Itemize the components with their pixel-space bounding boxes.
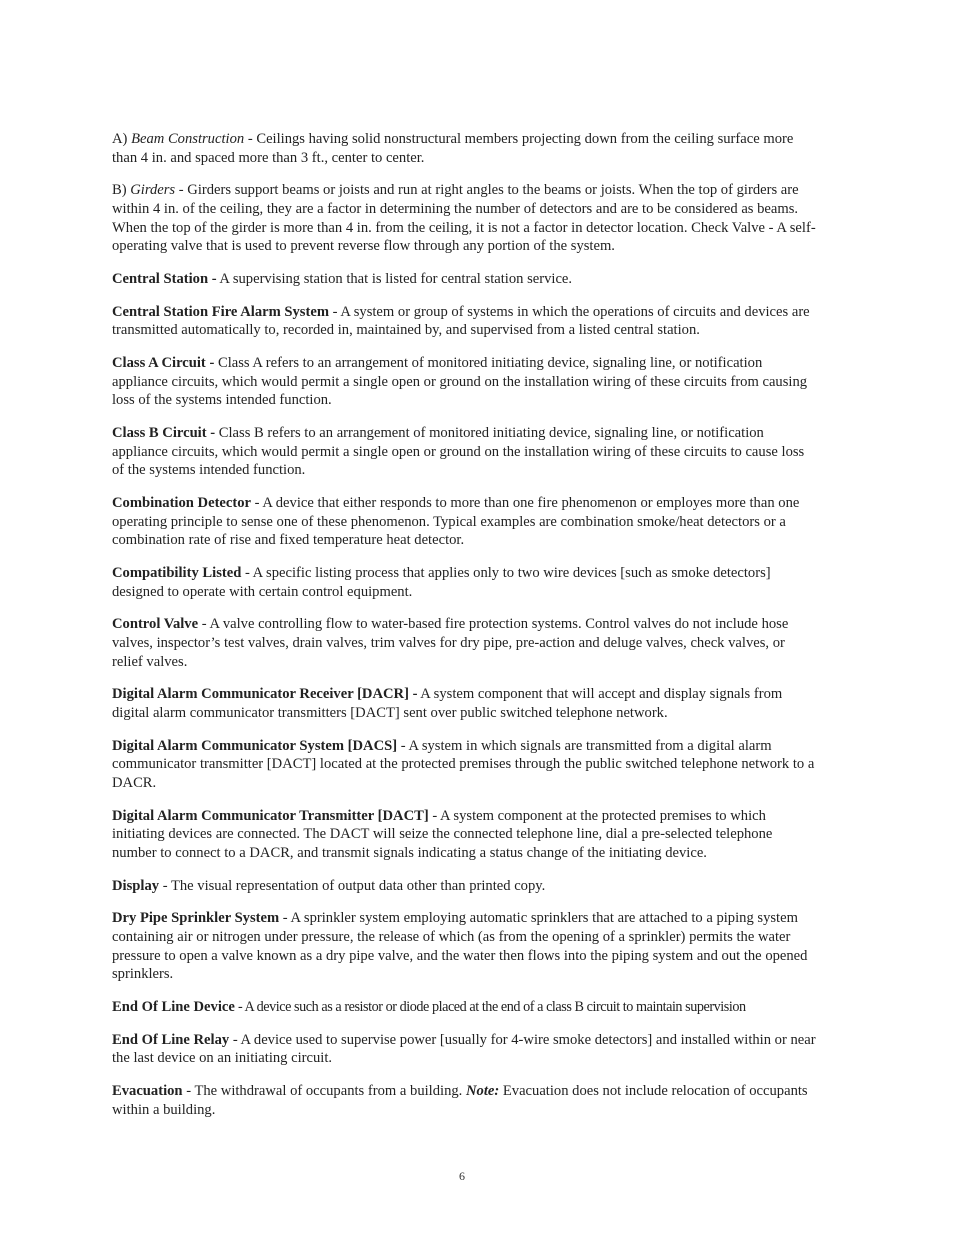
- entry-dacr: [112, 685, 818, 722]
- page-number: 6: [459, 1169, 465, 1183]
- entry-term: Digital Alarm Communicator Receiver [DACR] -: [112, 686, 418, 703]
- entry-term: Combination Detector: [112, 495, 252, 512]
- entry-girders: [112, 181, 818, 255]
- entry-term: Central Station Fire Alarm System: [112, 303, 329, 320]
- entry-term: Control Valve: [112, 616, 199, 633]
- entry-body: - Ceilings having solid nonstructural members projecting down from the ceiling surface more than 4 in. and spaced more than 3 ft., center to center.: [112, 131, 794, 166]
- entry-term: Digital Alarm Communicator Transmitter [DACT]: [112, 807, 429, 824]
- entry-term: Compatibility Listed: [112, 565, 242, 581]
- entry-body: - A device used to supervise power [usually for 4-wire smoke detectors] and installed within or near the last device on an initiating circuit.: [112, 1031, 816, 1067]
- entry-end-of-line-device: [112, 998, 818, 1017]
- entry-term: Central Station -: [112, 270, 217, 287]
- entry-body: - A device that either responds to more than one fire phenomenon or employes more than one operating principle to sense one of these phenomenon. Typical examples are combination smoke/heat detectors or a combination rate of rise and fixed temperature heat detector.: [112, 495, 800, 549]
- document-page: [112, 130, 818, 1134]
- entry-body: - A sprinkler system employing automatic sprinklers that are attached to a piping system containing air or nitrogen under pressure, the release of which (as from the opening of a sprinkler) permits the water pressure to open a valve known as a dry pipe valve, and the water then flows into the piping system and out the opened sprinklers.: [112, 910, 808, 983]
- entry-body: - A device such as a resistor or diode placed at the end of a class B circuit to maintain supervision: [234, 999, 746, 1015]
- entry-combination-detector: [112, 494, 818, 550]
- entry-body: - A valve controlling flow to water-based fire protection systems. Control valves do not include hose valves, inspector’s test valves, drain valves, trim valves for dry pipe, pre-action and deluge valves, check valves, or relief valves.: [112, 616, 789, 670]
- entry-evacuation: [112, 1082, 818, 1119]
- entry-central-station-fire-alarm-system: [112, 303, 818, 340]
- note-label: Note:: [465, 1083, 500, 1100]
- entry-class-a-circuit: [112, 354, 818, 410]
- entry-dry-pipe-sprinkler-system: [112, 909, 818, 983]
- entry-body: - The visual representation of output data other than printed copy.: [159, 877, 546, 894]
- entry-body: Class A refers to an arrangement of monitored initiating device, signaling line, or notification appliance circuits, which would permit a single open or ground on the installation wiring of these circuits from causing loss of the systems intended function.: [112, 355, 808, 409]
- entry-class-b-circuit: [112, 424, 818, 480]
- note-body: Evacuation does not include relocation of occupants within a building.: [112, 1083, 808, 1118]
- entry-beam-construction: [112, 130, 818, 167]
- entry-control-valve: [112, 615, 818, 671]
- entry-term: Dry Pipe Sprinkler System: [112, 910, 280, 927]
- entry-term: Display: [112, 877, 160, 894]
- entry-term: End Of Line Relay: [112, 1031, 230, 1048]
- entry-term: Girders: [130, 182, 176, 199]
- entry-prefix: A): [112, 131, 132, 147]
- entry-body: A supervising station that is listed for central station service.: [216, 270, 573, 287]
- entry-body: - A system in which signals are transmitted from a digital alarm communicator transmitter [DACT] located at the protected premises through the public switched telephone network to a DACR.: [112, 737, 815, 791]
- entry-body: - A system component at the protected premises to which initiating devices are connected. The DACT will seize the connected telephone line, dial a pre-selected telephone number to connect to a DACR, and transmit signals indicating a status change of the initiating device.: [112, 807, 773, 861]
- entry-dacs: [112, 737, 818, 793]
- entry-term: Digital Alarm Communicator System [DACS]: [112, 737, 398, 754]
- entry-term: End Of Line Device: [112, 999, 235, 1015]
- entry-term: Beam Construction: [131, 131, 245, 147]
- entry-term: Class B Circuit -: [112, 425, 216, 442]
- entry-end-of-line-relay: [112, 1031, 818, 1068]
- entry-body: - A specific listing process that applies only to two wire devices [such as smoke detectors] designed to operate with certain control equipment.: [112, 565, 771, 600]
- entry-prefix: B): [112, 182, 131, 199]
- entry-body: Class B refers to an arrangement of monitored initiating device, signaling line, or notification appliance circuits, which would permit a single open or ground on the installation wiring of these circuits to cause loss of the systems intended function.: [112, 425, 805, 479]
- entry-body: A system component that will accept and display signals from digital alarm communicator transmitters [DACT] sent over public switched telephone network.: [112, 686, 783, 721]
- entry-compatibility-listed: [112, 564, 818, 601]
- entry-term: Class A Circuit -: [112, 355, 215, 372]
- entry-body: - Girders support beams or joists and run at right angles to the beams or joists. When the top of girders are within 4 in. of the ceiling, they are a factor in determining the number of detectors and are to be considered as beams. When the top of the girder is more than 4 in. from the ceiling, it is not a factor in detector location. Check Valve - A self-operating valve that is used to prevent reverse flow through any portion of the system.: [112, 182, 816, 255]
- entry-body: - A system or group of systems in which the operations of circuits and devices are transmitted automatically to, recorded in, maintained by, and supervised from a listed central station.: [112, 303, 810, 339]
- entry-body: - The withdrawal of occupants from a building.: [182, 1083, 466, 1100]
- entry-dact: [112, 807, 818, 863]
- entry-display: [112, 877, 818, 896]
- entry-central-station: [112, 270, 818, 289]
- entry-term: Evacuation: [112, 1083, 183, 1100]
